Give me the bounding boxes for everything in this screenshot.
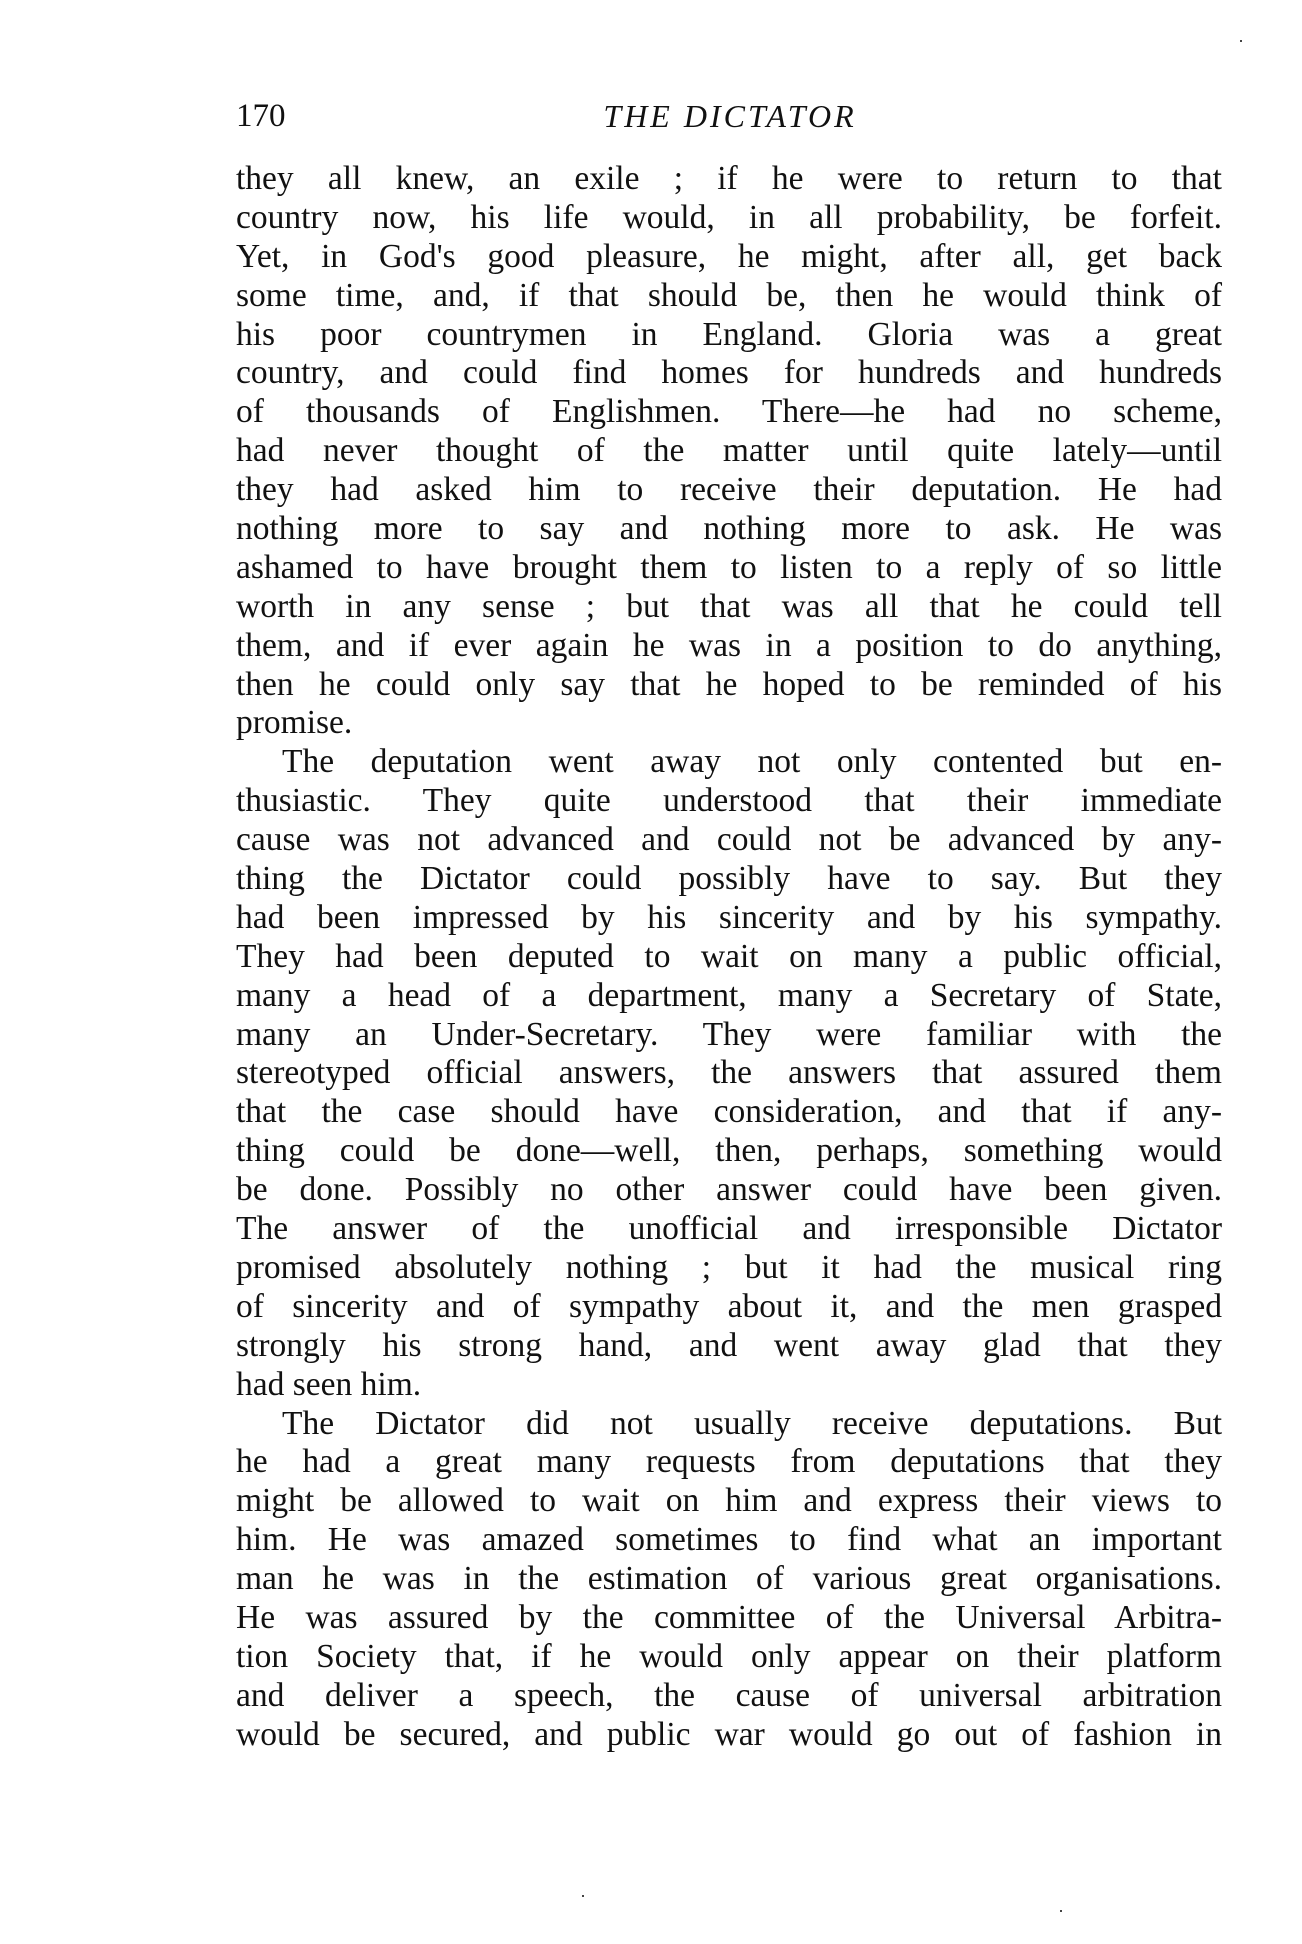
text-line: some time, and, if that should be, then he would think of [236,276,1222,314]
text-line: had never thought of the matter until quite lately—until [236,432,1222,470]
text-line: ashamed to have brought them to listen to a reply of so little [236,548,1222,586]
scan-speck [1060,1910,1062,1912]
text-line: stereotyped official answers, the answers that assured them [236,1054,1222,1092]
text-line: promised absolutely nothing ; but it had the musical ring [236,1248,1222,1286]
text-line: and deliver a speech, the cause of universal arbitration [236,1676,1222,1714]
text-line: they all knew, an exile ; if he were to return to that [236,160,1222,197]
text-line: The Dictator did not usually receive deputations. But [282,1404,1222,1442]
text-line: country, and could find homes for hundreds and hundreds [236,354,1222,392]
text-line: that the case should have consideration, and that if any- [236,1093,1222,1131]
text-line: him. He was amazed sometimes to find what an important [236,1521,1222,1559]
text-line: then he could only say that he hoped to be reminded of his [236,665,1222,703]
page-number: 170 [236,98,286,134]
text-line: thing the Dictator could possibly have to say. But they [236,860,1222,898]
text-line: He was assured by the committee of the Universal Arbitra- [236,1598,1222,1636]
scan-speck [582,1895,584,1897]
text-line: promise. [236,704,353,742]
text-line: tion Society that, if he would only appear on their platform [236,1637,1222,1675]
text-line: nothing more to say and nothing more to ask. He was [236,510,1222,548]
text-line: cause was not advanced and could not be advanced by any- [236,821,1222,859]
text-line: country now, his life would, in all probability, be forfeit. [236,198,1222,236]
text-line: They had been deputed to wait on many a public official, [236,937,1222,975]
running-title: THE DICTATOR [603,98,857,134]
text-line: thusiastic. They quite understood that their immediate [236,782,1222,820]
text-line: his poor countrymen in England. Gloria was a great [236,315,1222,353]
text-line: would be secured, and public war would go out of fashion in [236,1715,1222,1753]
page-body [236,160,1222,1755]
text-line: strongly his strong hand, and went away glad that they [236,1326,1222,1364]
text-line: might be allowed to wait on him and express their views to [236,1482,1222,1520]
text-line: worth in any sense ; but that was all that he could tell [236,587,1222,625]
text-line: many a head of a department, many a Secretary of State, [236,976,1222,1014]
text-line: many an Under-Secretary. They were familiar with the [236,1015,1222,1053]
paragraph [236,743,1222,1404]
scan-speck [1240,40,1242,42]
text-line: The deputation went away not only contented but en- [282,743,1222,781]
text-line: he had a great many requests from deputations that they [236,1443,1222,1481]
text-line: man he was in the estimation of various great organisations. [236,1560,1222,1598]
paragraph [236,1405,1222,1755]
text-line: of sincerity and of sympathy about it, and the men grasped [236,1287,1222,1325]
text-line: Yet, in God's good pleasure, he might, after all, get back [236,237,1222,275]
text-line: thing could be done—well, then, perhaps, something would [236,1132,1222,1170]
text-line: them, and if ever again he was in a position to do anything, [236,626,1222,664]
paragraph [236,160,1222,743]
text-line: had been impressed by his sincerity and by his sympathy. [236,898,1222,936]
text-line: of thousands of Englishmen. There—he had no scheme, [236,393,1222,431]
text-line: they had asked him to receive their deputation. He had [236,471,1222,509]
text-line: The answer of the unofficial and irresponsible Dictator [236,1210,1222,1248]
text-line: be done. Possibly no other answer could have been given. [236,1171,1222,1209]
text-line: had seen him. [236,1365,422,1403]
